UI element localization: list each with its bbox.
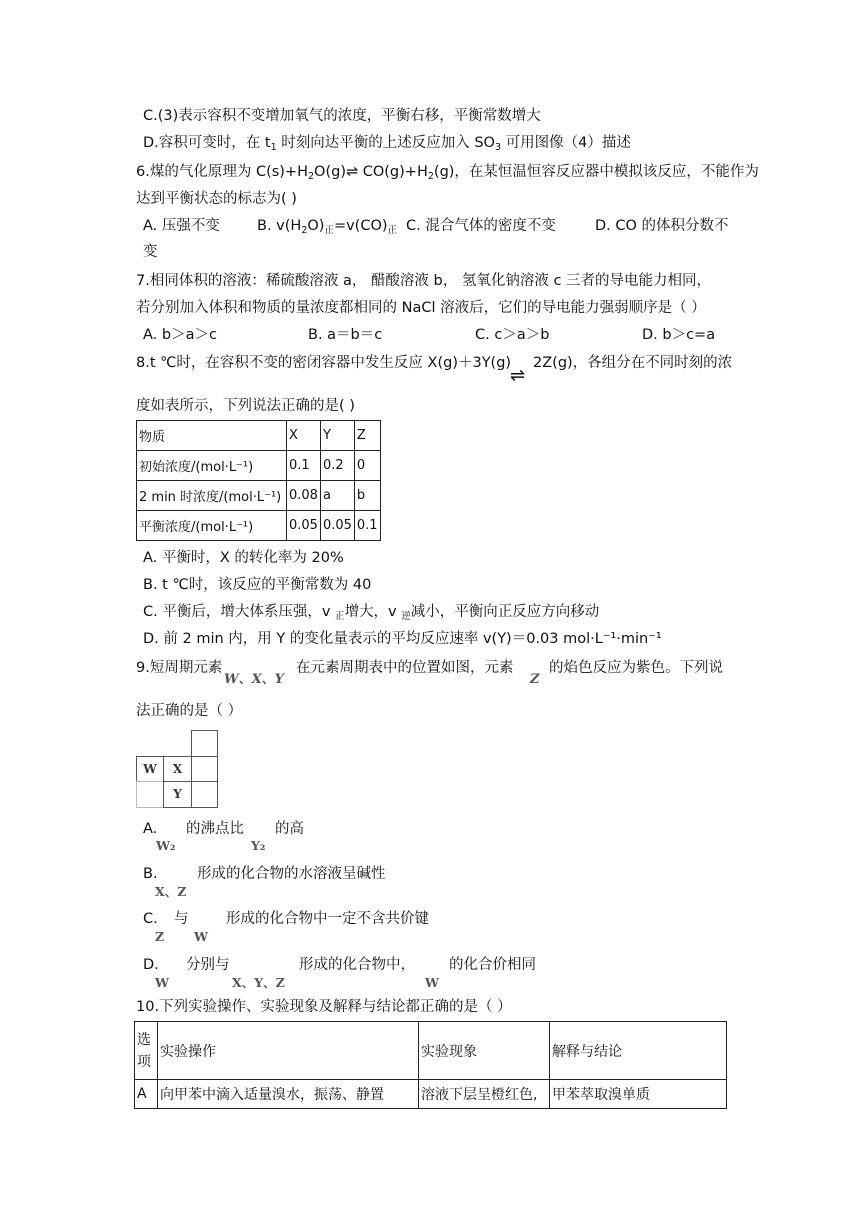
- symbol-w: W: [425, 975, 440, 990]
- table-row: [137, 481, 381, 511]
- experiment-table: [134, 1021, 727, 1109]
- table-cell: 0.05: [320, 511, 354, 541]
- table-row: [137, 451, 381, 481]
- concentration-table: [136, 420, 381, 541]
- q8-stem-line1-end: 2Z(g)，各组分在不同时刻的浓: [533, 355, 733, 371]
- element-symbol-z: Z: [530, 672, 540, 687]
- table-header-cell: 实验操作: [158, 1022, 419, 1080]
- table-cell: a: [320, 481, 354, 511]
- table-row: [135, 1080, 727, 1109]
- table-cell: 0.1: [287, 451, 321, 481]
- q8-stem-line2: 度如表所示，下列说法正确的是( ): [136, 398, 355, 414]
- q9-stem-line1-start: 9.短周期元素: [136, 660, 223, 676]
- q9-option-d-text2: 形成的化合物中，: [299, 957, 415, 973]
- q9-option-b-label: B.: [143, 866, 158, 882]
- formula-y2: Y₂: [251, 838, 266, 853]
- q9-option-a-text2: 的高: [275, 821, 304, 837]
- table-cell: A: [135, 1080, 158, 1109]
- grid-cell-empty: [191, 756, 218, 782]
- grid-cell-x: X: [163, 756, 192, 782]
- q6-option-c: C. 混合气体的密度不变: [406, 218, 556, 234]
- grid-cell-empty: [191, 781, 218, 808]
- table-cell: 0.08: [287, 481, 321, 511]
- q6-option-b: B. $v(H_2O)_正=v(CO)_正$: [257, 218, 398, 236]
- q6-option-d-continued: 变: [143, 244, 158, 260]
- q7-stem-line1: 7.相同体积的溶液：稀硫酸溶液 a， 醋酸溶液 b， 氢氧化钠溶液 c 三者的导电能力相同，: [136, 273, 712, 289]
- q8-option-a: A. 平衡时，X 的转化率为 20%: [143, 550, 344, 566]
- table-cell: 溶液下层呈橙红色,: [419, 1080, 550, 1109]
- q6-stem-line1: 6.煤的气化原理为 $C(s)+H_2O(g)\rightleftharpoons$ $CO(g)+H_2(g)$，在某恒温恒容反应器中模拟该反应，不能作为: [136, 164, 759, 182]
- q5-option-d: D.容积可变时，在 $t_1$ 时刻向达平衡的上述反应加入 $SO_3$ 可用图像（4）描述: [143, 135, 631, 153]
- q9-option-d-text3: 的化合价相同: [449, 957, 536, 973]
- q9-option-a-label: A.: [143, 821, 158, 837]
- grid-cell-empty: [136, 781, 164, 808]
- q6-stem-line2: 达到平衡状态的标志为( ): [136, 191, 297, 207]
- table-header-cell: X: [287, 421, 321, 451]
- q9-option-d-label: D.: [143, 957, 159, 973]
- q6-option-d: D. CO 的体积分数不: [595, 218, 729, 234]
- q5-option-c: C.(3)表示容积不变增加氧气的浓度，平衡右移，平衡常数增大: [143, 108, 541, 124]
- q8-option-b: B. t ℃时，该反应的平衡常数为 40: [143, 577, 372, 593]
- q8-option-d: D. 前 2 min 内，用 Y 的变化量表示的平均反应速率 v(Y)＝0.03 mol·L⁻¹·min⁻¹: [143, 631, 662, 647]
- table-header-cell: 选项: [135, 1022, 158, 1080]
- q9-option-d-text1: 分别与: [186, 957, 230, 973]
- table-cell: 0.1: [354, 511, 380, 541]
- table-row: [137, 511, 381, 541]
- q8-option-c: C. 平衡后，增大体系压强，v $_正$增大，v $_逆$减小，平衡向正反应方向移动: [143, 604, 600, 622]
- q9-stem-line1-mid: 在元素周期表中的位置如图，元素: [296, 660, 514, 676]
- periodic-table-fragment: [136, 730, 218, 808]
- table-header-cell: 物质: [137, 421, 287, 451]
- table-header-cell: 解释与结论: [550, 1022, 727, 1080]
- q9-option-a-text1: 的沸点比: [186, 821, 244, 837]
- q7-option-b: B. a＝b＝c: [308, 327, 383, 343]
- q7-option-a: A. b＞a＞c: [143, 327, 217, 343]
- symbols-x-y-z: X、Y、Z: [232, 975, 285, 990]
- table-header-cell: Z: [354, 421, 380, 451]
- q7-stem-line2: 若分别加入体积和物质的量浓度都相同的 NaCl 溶液后，它们的导电能力强弱顺序是（ ）: [136, 300, 706, 316]
- q9-option-c-text1: 与: [174, 911, 189, 927]
- grid-cell-empty: [191, 730, 218, 757]
- q6-option-a: A. 压强不变: [143, 218, 220, 234]
- table-header-cell: Y: [320, 421, 354, 451]
- q7-option-c: C. c＞a＞b: [475, 327, 550, 343]
- q8-stem-line1: 8.t ℃时，在容积不变的密闭容器中发生反应 X(g)＋3Y(g): [136, 355, 512, 371]
- grid-cell-y: Y: [163, 781, 192, 808]
- table-row: [135, 1022, 727, 1080]
- symbol-w: W: [155, 975, 170, 990]
- formula-w2: W₂: [156, 838, 176, 853]
- q9-option-c-text2: 形成的化合物中一定不含共价键: [226, 911, 429, 927]
- q9-option-c-label: C.: [143, 911, 158, 927]
- q10-stem: 10.下列实验操作、实验现象及解释与结论都正确的是（ ）: [136, 999, 512, 1015]
- table-cell: b: [354, 481, 380, 511]
- element-symbols-wxy: W、X、Y: [224, 672, 284, 687]
- table-cell: 0.05: [287, 511, 321, 541]
- table-cell: 平衡浓度/(mol·L⁻¹): [137, 511, 287, 541]
- table-cell: 向甲苯中滴入适量溴水，振荡、静置: [158, 1080, 419, 1109]
- grid-cell-w: W: [136, 756, 164, 782]
- table-cell: 甲苯萃取溴单质: [550, 1080, 727, 1109]
- table-cell: 初始浓度/(mol·L⁻¹): [137, 451, 287, 481]
- table-cell: 2 min 时浓度/(mol·L⁻¹): [137, 481, 287, 511]
- q9-stem-line1-end: 的焰色反应为紫色。下列说: [549, 660, 723, 676]
- q7-option-d: D. b＞c=a: [642, 327, 716, 343]
- symbol-w: W: [194, 929, 209, 944]
- table-header-cell: 实验现象: [419, 1022, 550, 1080]
- equilibrium-arrow: ⇌: [510, 365, 526, 386]
- table-cell: 0.2: [320, 451, 354, 481]
- table-cell: 0: [354, 451, 380, 481]
- symbols-x-z: X、Z: [155, 884, 187, 899]
- q9-option-b-text: 形成的化合物的水溶液呈碱性: [197, 866, 386, 882]
- symbol-z: Z: [155, 929, 165, 944]
- q9-stem-line2: 法正确的是（ ）: [136, 703, 243, 719]
- table-row: [137, 421, 381, 451]
